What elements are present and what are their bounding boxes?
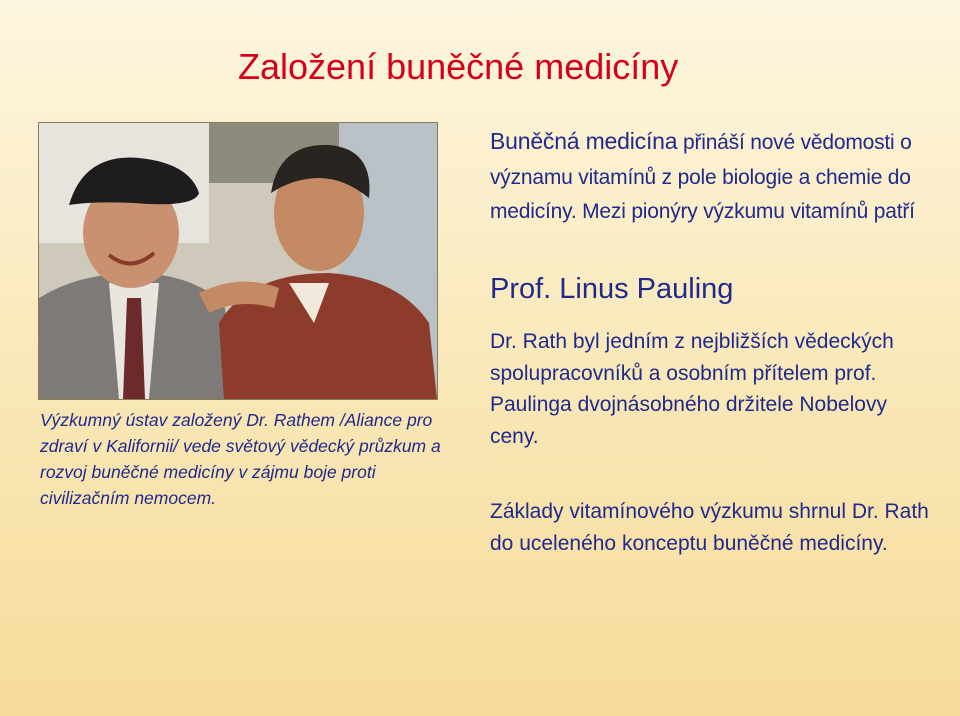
portrait-photo (38, 122, 438, 400)
paragraph-cellular-medicine: Základy vitamínového výzkumu shrnul Dr. Rath do uceleného konceptu buněčné medicíny. (490, 500, 929, 555)
intro-paragraph (490, 124, 930, 230)
featured-name: Prof. Linus Pauling (490, 273, 734, 305)
intro-text: přináší nové vědomosti o významu vitamínů z pole biologie a chemie do medicíny. Mezi pionýry výzkumu vitamínů patří (490, 131, 915, 223)
photo-caption: Výzkumný ústav založený Dr. Rathem /Aliance pro zdraví v Kalifornii/ vede světový vědecký průzkum a rozvoj buněčné medicíny v zájmu boje proti civilizačním nemocem. (40, 410, 441, 508)
slide-title: Založení buněčné medicíny (238, 46, 679, 87)
paragraph-rath-pauling: Dr. Rath byl jedním z nejbližších vědeckých spolupracovníků a osobním přítelem prof. Paulinga dvojnásobného držitele Nobelovy ceny. (490, 330, 894, 448)
intro-lead: Buněčná medicína (490, 128, 678, 154)
body-text-column (490, 124, 930, 555)
